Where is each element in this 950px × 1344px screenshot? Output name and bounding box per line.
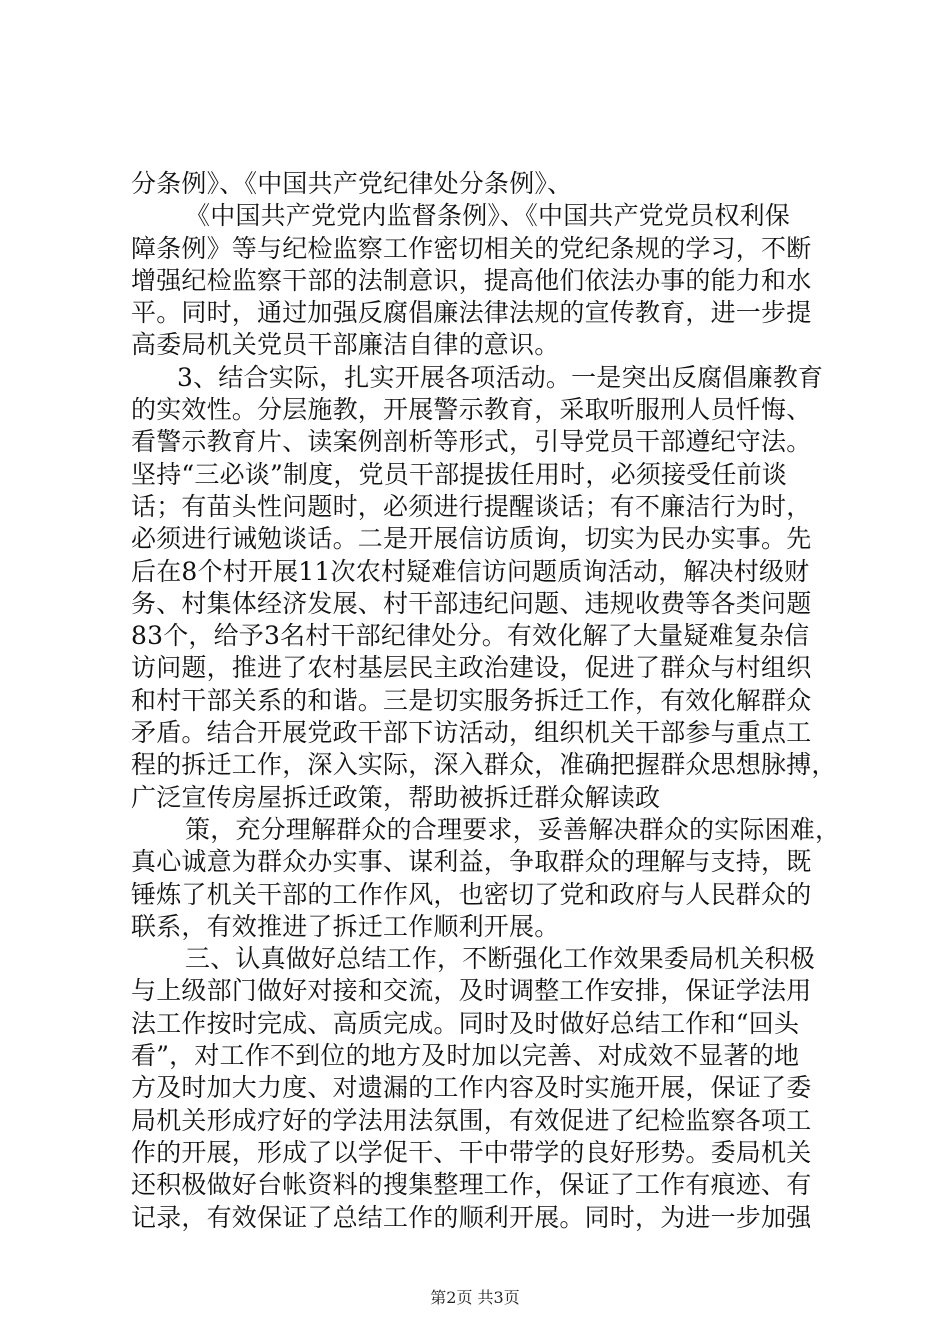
text-line: 障条例》等与纪检监察工作密切相关的党纪条规的学习，不断 (131, 233, 812, 263)
text-line: 3、结合实际，扎实开展各项活动。一是突出反腐倡廉教育 (177, 362, 824, 392)
text-line: 锤炼了机关干部的工作作风，也密切了党和政府与人民群众的 (131, 879, 812, 909)
text-line: 高委局机关党员干部廉洁自律的意识。 (131, 330, 560, 360)
text-line: 法工作按时完成、高质完成。同时及时做好总结工作和“回头 (131, 1008, 800, 1038)
text-line: 的实效性。分层施教，开展警示教育，采取听服刑人员忏悔、 (131, 395, 812, 425)
text-line: 看警示教育片、读案例剖析等形式，引导党员干部遵纪守法。 (131, 427, 812, 457)
text-line: 矛盾。结合开展党政干部下访活动，组织机关干部参与重点工 (131, 718, 812, 748)
text-line: 与上级部门做好对接和交流，及时调整工作安排，保证学法用 (131, 976, 812, 1006)
text-line: 局机关形成疗好的学法用法氛围，有效促进了纪检监察各项工 (131, 1105, 812, 1135)
text-line: 访问题，推进了农村基层民主政治建设，促进了群众与村组织 (131, 653, 812, 683)
text-line: 务、村集体经济发展、村干部违纪问题、违规收费等各类问题 (131, 588, 812, 618)
body-text (131, 168, 841, 1234)
text-line: 和村干部关系的和谐。三是切实服务拆迁工作，有效化解群众 (131, 685, 812, 715)
text-line: 坚持“三必谈”制度，党员干部提拔任用时，必须接受任前谈 (131, 459, 787, 489)
text-line: 真心诚意为群众办实事、谋利益，争取群众的理解与支持，既 (131, 847, 812, 877)
text-line: 平。同时，通过加强反腐倡廉法律法规的宣传教育，进一步提 (131, 298, 812, 328)
text-line: 后在8个村开展11次农村疑难信访问题质询活动，解决村级财 (131, 556, 810, 586)
text-line: 联系，有效推进了拆迁工作顺利开展。 (131, 911, 560, 941)
page-footer (0, 1288, 950, 1308)
text-line: 程的拆迁工作，深入实际，深入群众，准确把握群众思想脉搏， (131, 750, 837, 780)
text-line: 必须进行诫勉谈话。二是开展信访质询，切实为民办实事。先 (131, 524, 812, 554)
text-line: 增强纪检监察干部的法制意识，提高他们依法办事的能力和水 (131, 265, 812, 295)
text-line: 话；有苗头性问题时，必须进行提醒谈话；有不廉洁行为时， (131, 491, 812, 521)
text-line: 83个，给予3名村干部纪律处分。有效化解了大量疑难复杂信 (131, 621, 810, 651)
text-line: 广泛宣传房屋拆迁政策，帮助被拆迁群众解读政 (131, 782, 661, 812)
text-line: 记录，有效保证了总结工作的顺利开展。同时，为进一步加强 (131, 1202, 812, 1232)
text-line: 策，充分理解群众的合理要求，妥善解决群众的实际困难， (185, 814, 841, 844)
page-number: 第2页 共3页 (430, 1288, 520, 1307)
text-line: 还积极做好台帐资料的搜集整理工作，保证了工作有痕迹、有 (131, 1170, 812, 1200)
text-line: 分条例》、《中国共产党纪律处分条例》、 (131, 169, 573, 198)
text-line: 看”，对工作不到位的地方及时加以完善、对成效不显著的地 (131, 1041, 800, 1071)
text-line: 《中国共产党党内监督条例》、《中国共产党党员权利保 (185, 201, 791, 231)
text-line: 方及时加大力度、对遗漏的工作内容及时实施开展，保证了委 (131, 1073, 812, 1103)
text-line: 作的开展，形成了以学促干、干中带学的良好形势。委局机关 (131, 1137, 812, 1167)
text-line: 三、认真做好总结工作，不断强化工作效果委局机关积极 (185, 944, 816, 974)
